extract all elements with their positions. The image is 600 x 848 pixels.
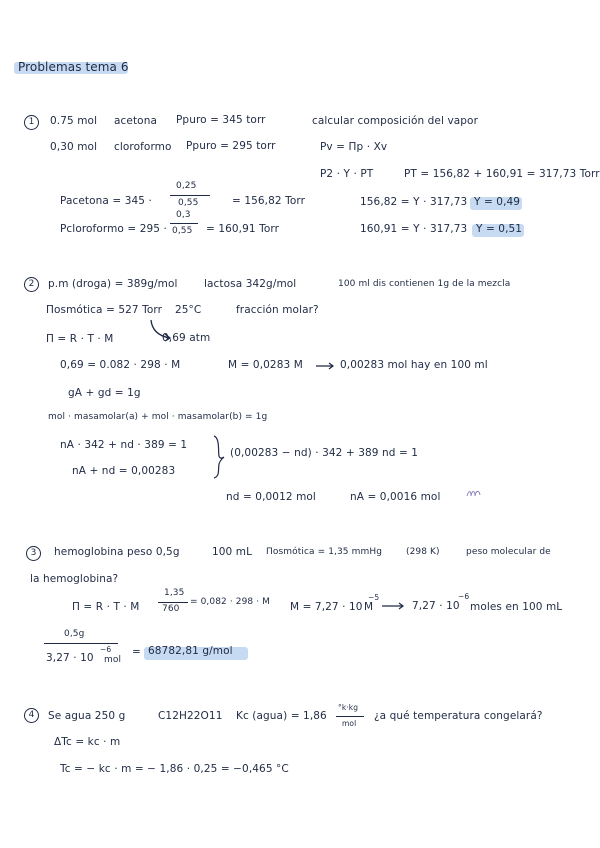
p3-eq: = 0,082 · 298 · M [190,597,270,607]
p3-moles-text: moles en 100 mL [470,601,563,613]
p2-nd: nd = 0,0012 mol [226,491,316,503]
problem-2-number: 2 [24,277,39,292]
page-title: Problemas tema 6 [18,60,129,74]
p3-hemoglobina: hemoglobina peso 0,5g [54,546,180,558]
p2-mezcla: 100 ml dis contienen 1g de la mezcla [338,279,511,289]
p3-mass-den-exp: −6 [100,645,112,654]
p1-formula-p2: P2 · Y · PT [320,168,374,180]
p3-mass-den-unit: mol [104,655,122,665]
p2-atm: 0,69 atm [162,332,211,344]
p1-moles-acetona: 0.75 mol [50,115,98,127]
problem-3-number: 3 [26,546,41,561]
p1-cloroformo: cloroformo [114,141,172,153]
p3-answer: 68782,81 g/mol [148,645,233,657]
p3-temp: (298 K) [406,547,440,557]
p2-na: nA = 0,0016 mol [350,491,441,503]
p4-agua: Se agua 250 g [48,710,126,722]
p2-osmotica: Πosmótica = 527 Torr [46,304,163,316]
scribble-icon [466,489,482,499]
p2-molarity: M = 0,0283 M [228,359,303,371]
p3-mass-bar [44,643,118,644]
p2-pm-droga: p.m (droga) = 389g/mol [48,278,178,290]
p4-kc-unit-num: °k·kg [338,703,359,712]
p3-mass-num: 0,5g [64,629,85,639]
p3-frac-num: 1,35 [164,588,185,598]
p3-frac-den: 760 [162,604,180,614]
p3-moles-exp: −6 [458,592,470,601]
p3-question-a: peso molecular de [466,547,551,557]
p1-formula-pv: Pv = Πp · Xv [320,141,388,153]
p4-result: Tc = − kc · m = − 1,86 · 0,25 = −0,465 °C [60,763,289,775]
p2-mass-mol: mol · masamolar(a) + mol · masamolar(b) = 1g [48,412,268,422]
p3-moles-value: 7,27 · 10 [412,600,460,612]
p3-formula-pi: Π = R · T · M [72,601,140,613]
p1-r1-num: 0,25 [176,181,197,191]
p2-question: fracción molar? [236,304,319,316]
p4-delta-formula: ΔTc = kc · m [54,736,121,748]
problem-4-number: 4 [24,708,39,723]
p1-r1-den: 0,55 [178,198,199,208]
p2-brace [212,434,226,480]
p4-kc: Kc (agua) = 1,86 [236,710,327,722]
p1-r2-answer: Y = 0,51 [476,223,523,235]
p3-frac-bar [158,602,188,603]
p1-r1-eq: 156,82 = Y · 317,73 [360,196,468,208]
p3-question-b: la hemoglobina? [30,573,119,585]
p1-r1-answer: Y = 0,49 [474,196,521,208]
p1-r2-result: = 160,91 Torr [206,223,280,235]
p1-question: calcular composición del vapor [312,115,479,127]
p4-formula-compound: C12H22O11 [158,710,223,722]
p1-r1-result: = 156,82 Torr [232,195,306,207]
p1-acetona: acetona [114,115,157,127]
p2-arrow-right [316,362,336,370]
p1-total-pressure: PT = 156,82 + 160,91 = 317,73 Torr [404,168,600,180]
p3-mass-den: 3,27 · 10 [46,652,94,664]
p2-temp: 25°C [175,304,202,316]
p1-r2-num: 0,3 [176,210,191,220]
p1-r1-left: Pacetona = 345 · [60,195,152,207]
p3-osmotica: Πosmótica = 1,35 mmHg [266,547,383,557]
p3-molarity: M = 7,27 · 10 [290,601,363,613]
p1-moles-cloroformo: 0,30 mol [50,141,98,153]
p2-lactosa: lactosa 342g/mol [204,278,297,290]
p1-r2-fraction-bar [170,223,198,224]
p1-r2-den: 0,55 [172,226,193,236]
p2-system-eq1: nA · 342 + nd · 389 = 1 [60,439,188,451]
p1-r2-eq: 160,91 = Y · 317,73 [360,223,468,235]
p2-moles: 0,00283 mol hay en 100 ml [340,359,488,371]
p3-molarity-unit: M [364,601,374,613]
p1-ppuro-cloroformo: Ppuro = 295 torr [186,140,276,152]
p3-equals: = [132,646,141,658]
p3-molarity-exp: −5 [368,593,380,602]
p1-r2-left: Pcloroformo = 295 · [60,223,167,235]
p3-arrow-right [382,602,406,610]
p1-ppuro-acetona: Ppuro = 345 torr [176,114,266,126]
p2-substitution: (0,00283 − nd) · 342 + 389 nd = 1 [230,447,419,459]
p4-kc-unit-den: mol [342,719,357,728]
p3-volume: 100 mL [212,546,253,558]
p4-question: ¿a qué temperatura congelará? [374,710,543,722]
p2-formula-pi: Π = R · T · M [46,333,114,345]
p2-system-eq2: nA + nd = 0,00283 [72,465,176,477]
p2-mass-sum: gA + gd = 1g [68,387,141,399]
p4-kc-unit-bar [336,716,364,717]
p2-eq-molarity: 0,69 = 0.082 · 298 · M [60,359,181,371]
p1-r1-fraction-bar [170,195,210,196]
problem-1-number: 1 [24,115,39,130]
